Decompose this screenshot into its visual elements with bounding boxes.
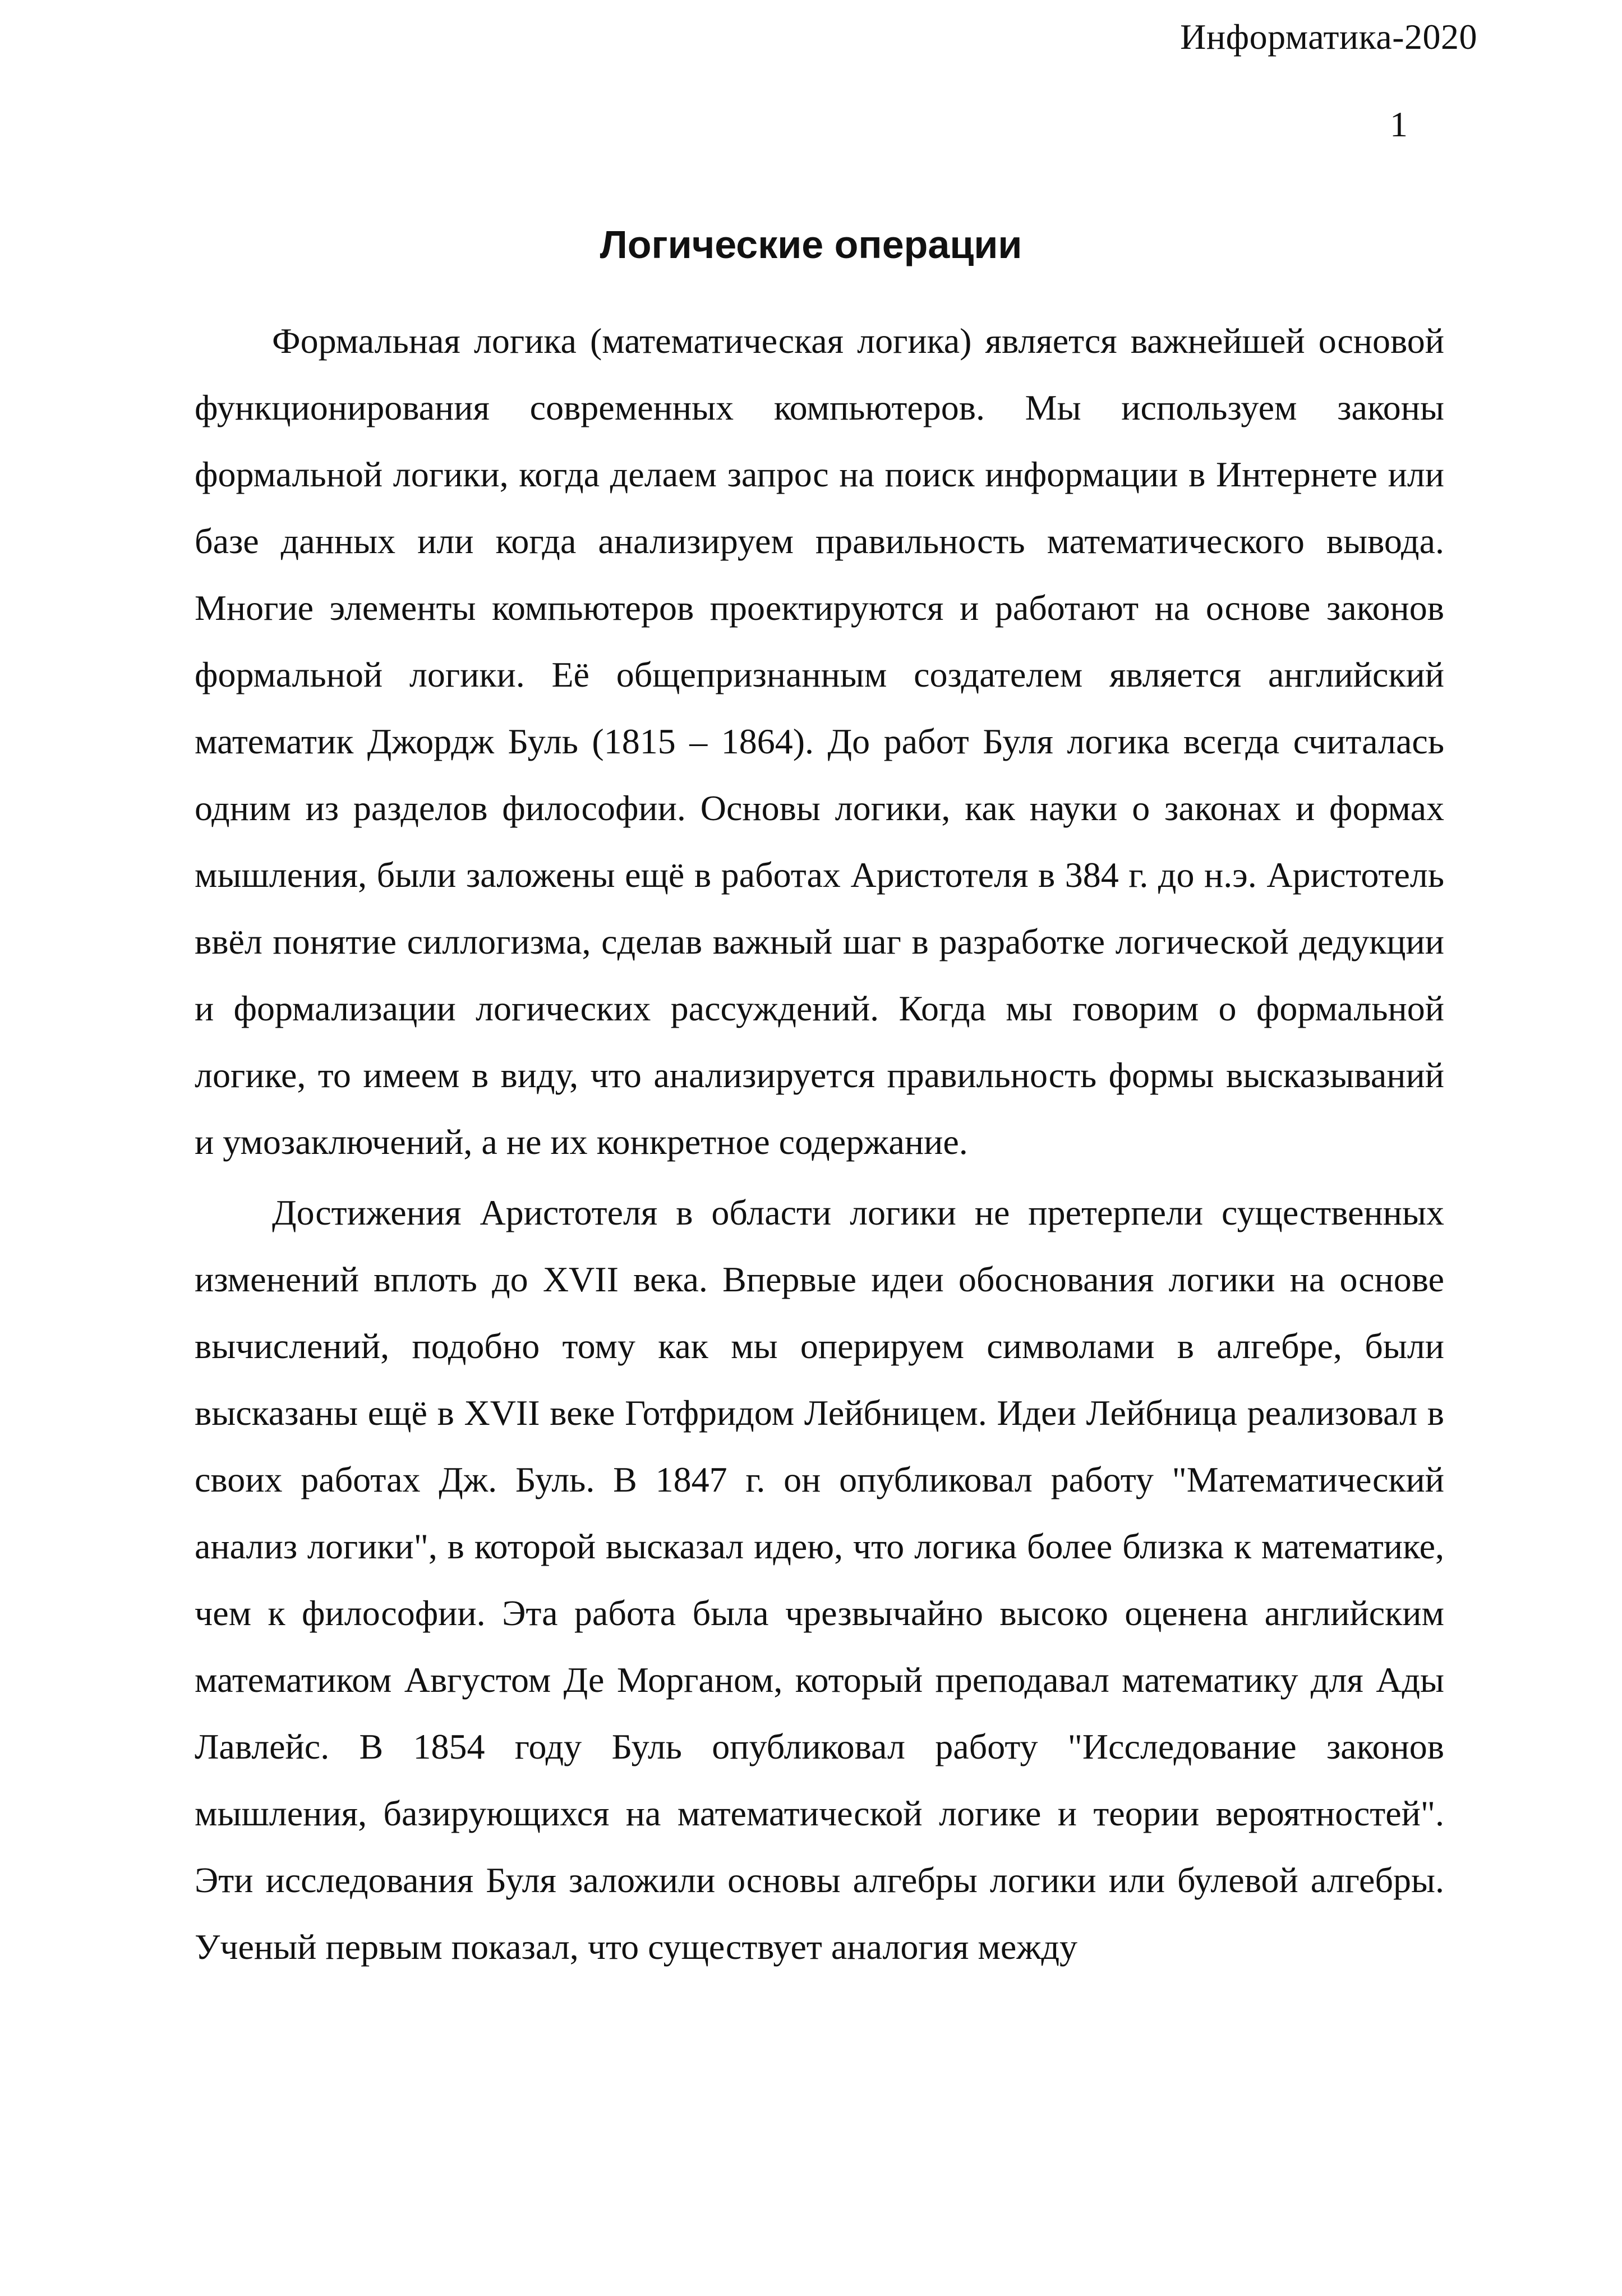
paragraph-2: Достижения Аристотеля в области логики не претерпели существенных изменений вплоть до XVII века. Впервые идеи обоснования логики на основе вычислений, подобно тому как мы оперируем символами в алгебре, были высказаны ещё в XVII веке Готфридом Лейбницем. Идеи Лейбница реализовал в своих работах Дж. Буль. В 1847 г. он опубликовал работу "Математический анализ логики", в которой высказал идею, что логика более близка к математике, чем к философии. Эта работа была чрезвычайно высоко оценена английским математиком Августом Де Морганом, который преподавал математику для Ады Лавлейс. В 1854 году Буль опубликовал работу "Исследование законов мышления, базирующихся на математической логике и теории вероятностей". Эти исследования Буля заложили основы алгебры логики или булевой алгебры. Ученый первым показал, что существует аналогия между bbox=[195, 1193, 1444, 1967]
document-title: Логические операции bbox=[600, 223, 1022, 266]
running-header: Информатика-2020 bbox=[1180, 17, 1477, 57]
document-body bbox=[195, 307, 1444, 1984]
paragraph-1: Формальная логика (математическая логика) является важнейшей основой функционирования современных компьютеров. Мы используем законы формальной логики, когда делаем запрос на поиск информации в Интернете или базе данных или когда анализируем правильность математического вывода. Многие элементы компьютеров проектируются и работают на основе законов формальной логики. Её общепризнанным создателем является английский математик Джордж Буль (1815 – 1864). До работ Буля логика всегда считалась одним из разделов философии. Основы логики, как науки о законах и формах мышления, были заложены ещё в работах Аристотеля в 384 г. до н.э. Аристотель ввёл понятие силлогизма, сделав важный шаг в разработке логической дедукции и формализации логических рассуждений. Когда мы говорим о формальной логике, то имеем в виду, что анализируется правильность формы высказываний и умозаключений, а не их конкретное содержание. bbox=[195, 321, 1444, 1162]
page-number: 1 bbox=[1390, 104, 1408, 144]
